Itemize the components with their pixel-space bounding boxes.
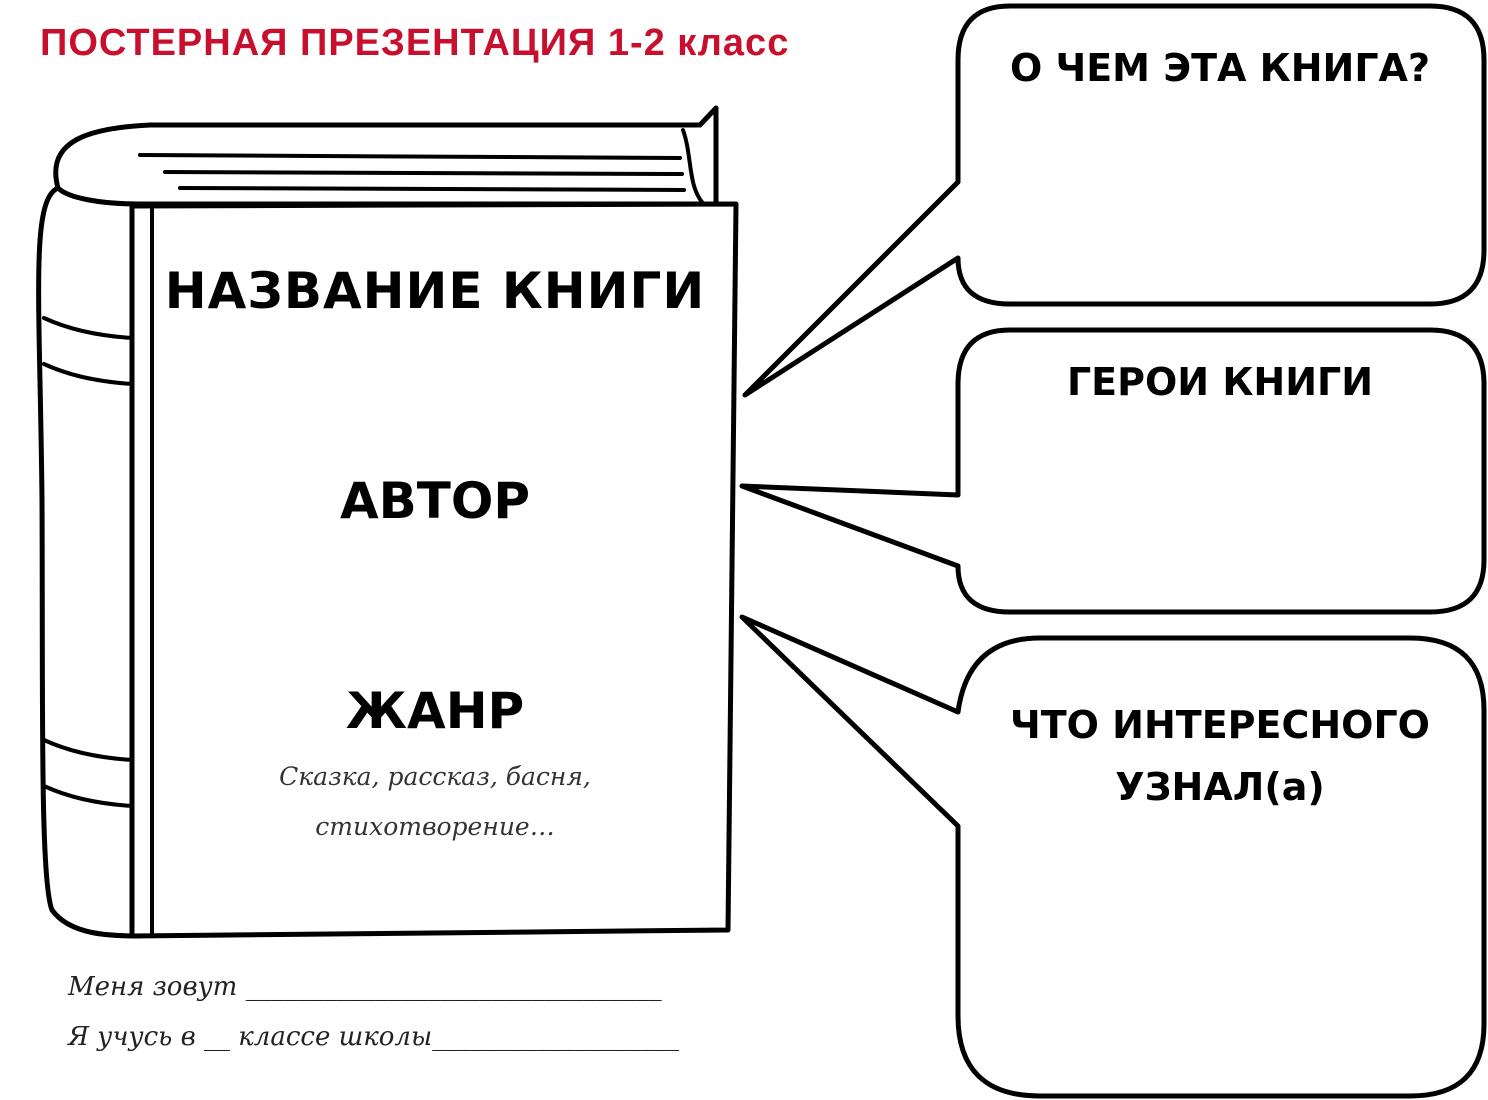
student-class-line: Я учусь в __ классе школы___________________ — [68, 1022, 680, 1052]
bubble-learned-text — [960, 694, 1480, 818]
bubble-learned-line-2: УЗНАЛ(а) — [1115, 765, 1325, 809]
bubble-heroes-text: ГЕРОИ КНИГИ — [1066, 360, 1374, 404]
book-title-label: НАЗВАНИЕ КНИГИ — [164, 262, 706, 320]
speech-bubble-learned — [742, 617, 1484, 1096]
bubble-learned-line-1: ЧТО ИНТЕРЕСНОГО — [1010, 703, 1430, 747]
book-spine — [39, 188, 140, 936]
student-name-line: Меня зовут ________________________________ — [68, 972, 662, 1002]
book-author-label: АВТОР — [339, 472, 531, 530]
genre-hint — [215, 752, 655, 852]
genre-hint-line-2: стихотворение… — [315, 812, 555, 841]
book-genre-label: ЖАНР — [345, 682, 525, 740]
poster-title: ПОСТЕРНАЯ ПРЕЗЕНТАЦИЯ 1-2 класс — [40, 22, 790, 64]
bubble-about-text: О ЧЕМ ЭТА КНИГА? — [1009, 46, 1431, 90]
genre-hint-line-1: Сказка, рассказ, басня, — [279, 762, 591, 791]
